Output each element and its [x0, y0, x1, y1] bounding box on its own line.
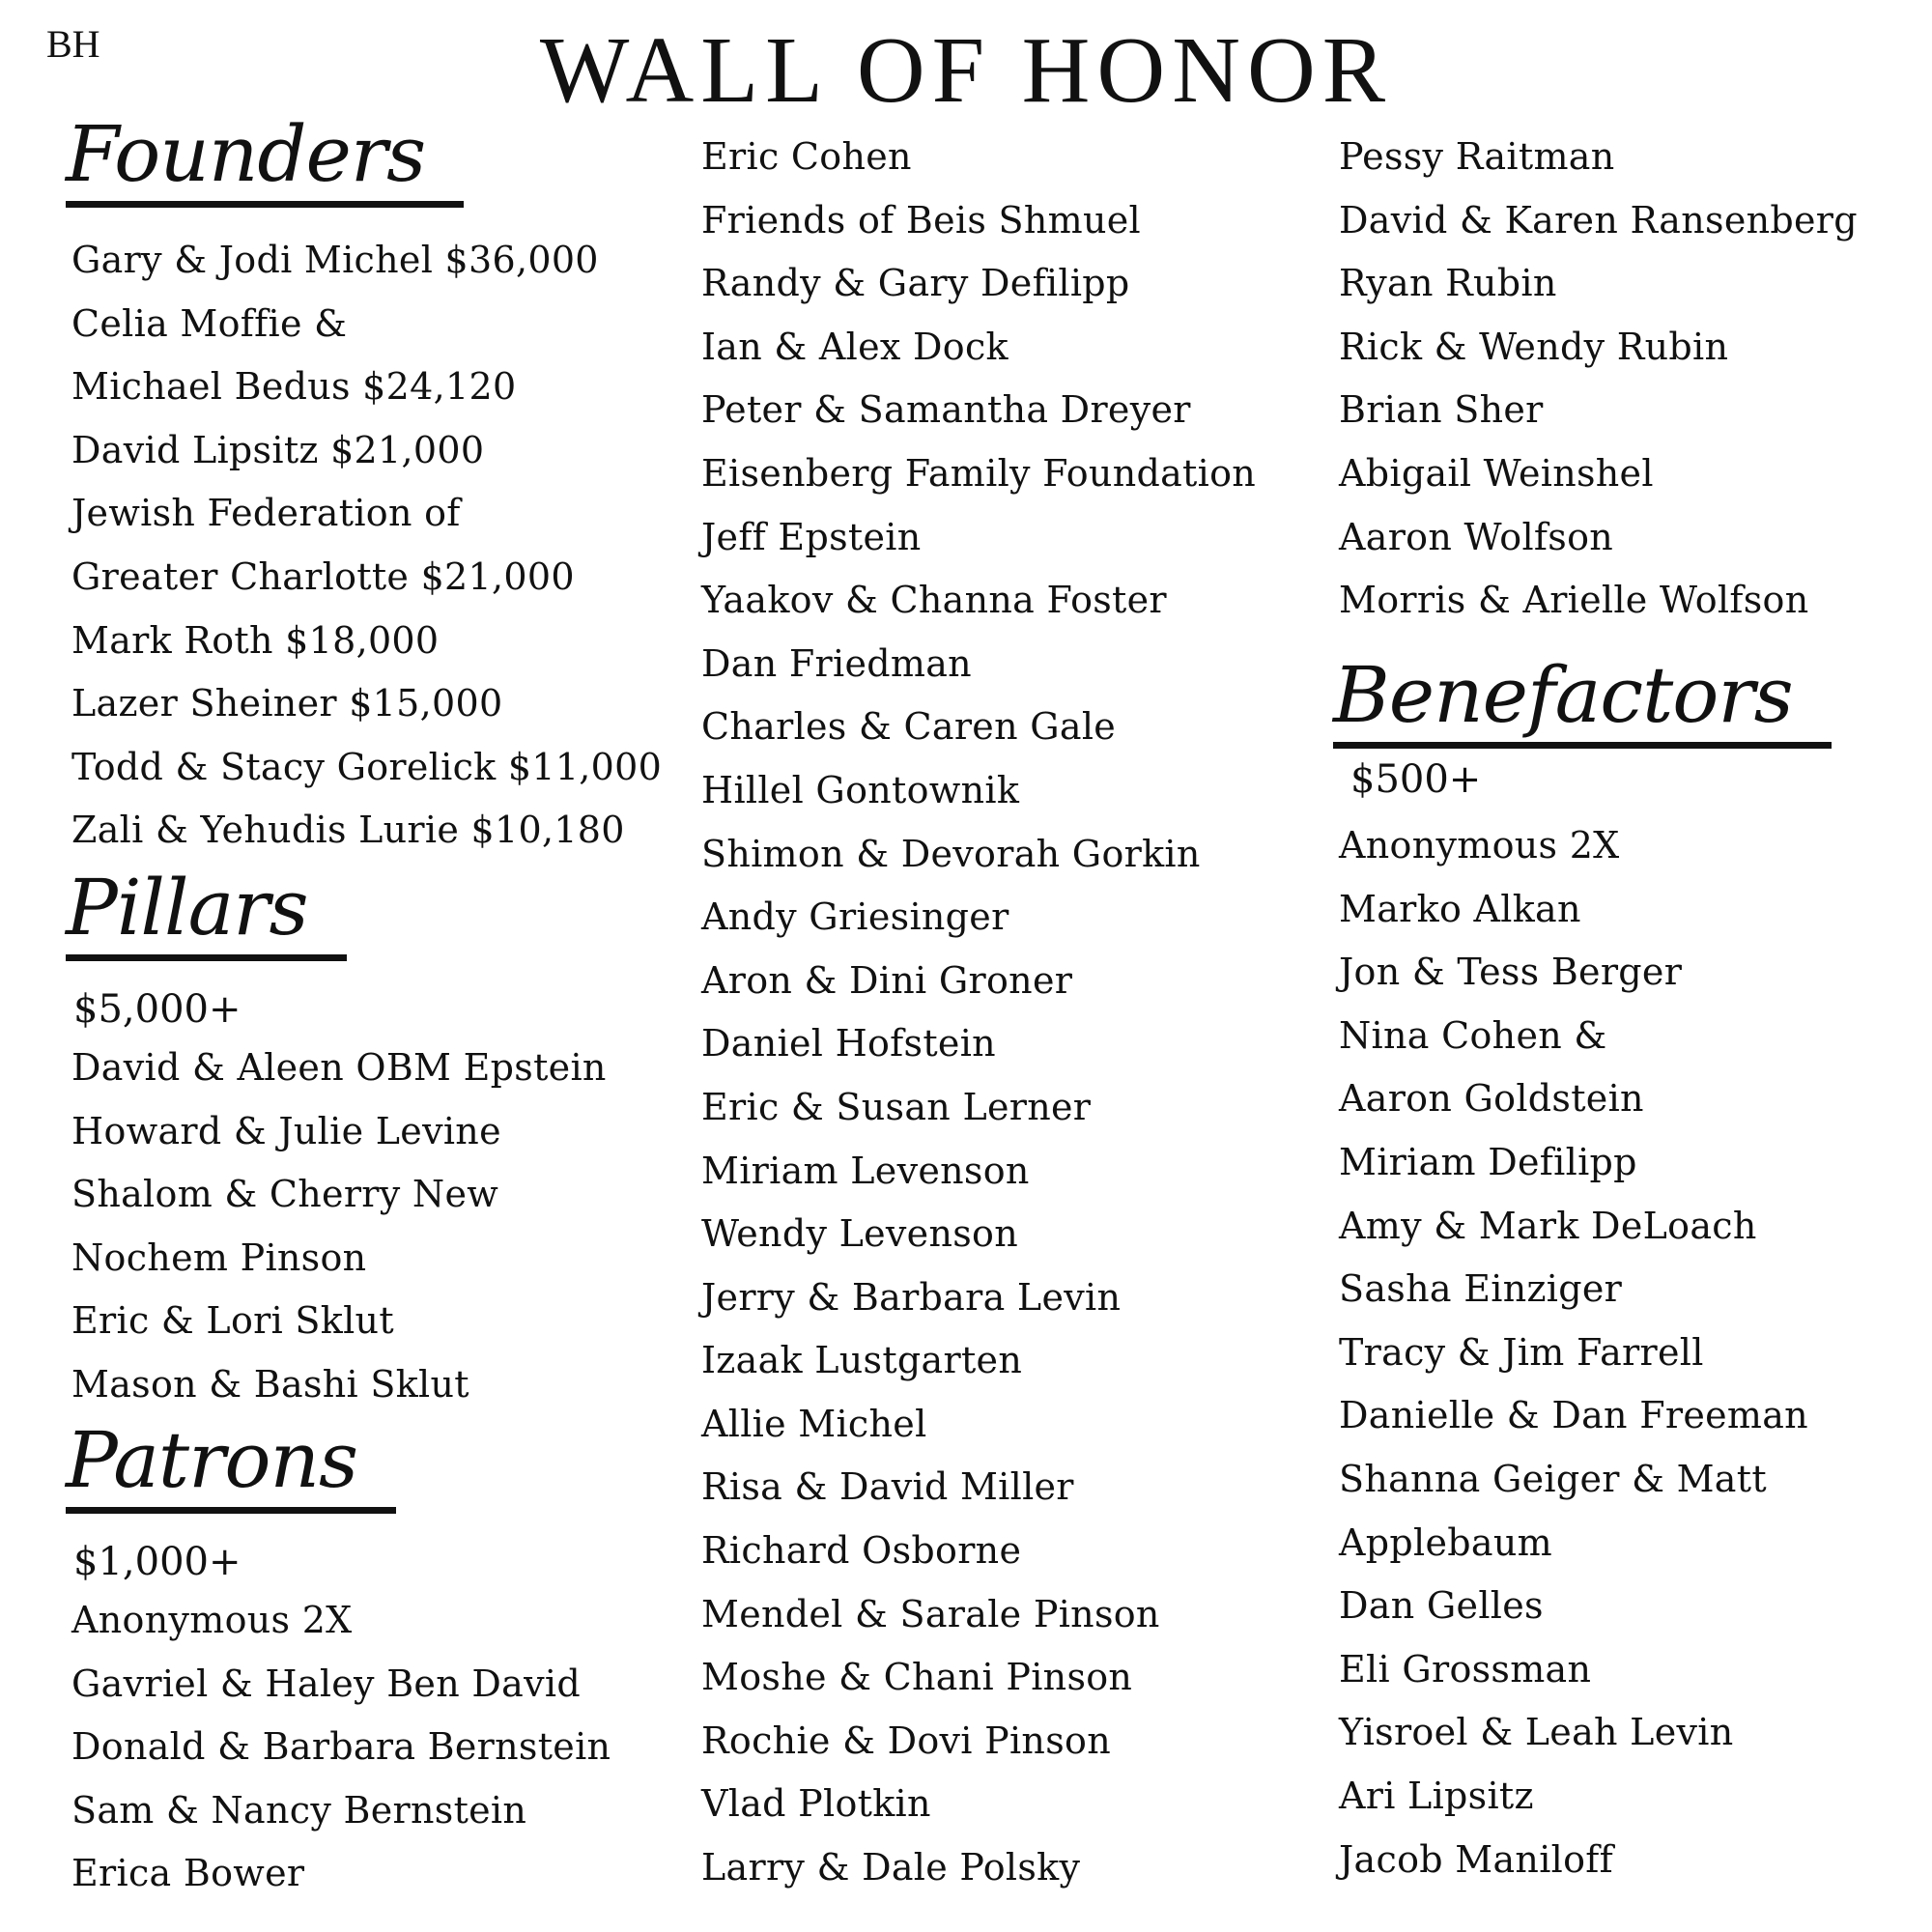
donor-name: Miriam Defilipp — [1339, 1140, 1637, 1183]
donor-name: Ari Lipsitz — [1339, 1774, 1534, 1817]
donor-name: Brian Sher — [1339, 388, 1544, 432]
donor-name: Ian & Alex Dock — [701, 325, 1009, 368]
page-title: WALL OF HONOR — [539, 18, 1393, 123]
donor-name: Vlad Plotkin — [701, 1782, 931, 1826]
donor-name: Sam & Nancy Bernstein — [71, 1788, 527, 1832]
founders-section — [66, 109, 663, 863]
donor-name: David Lipsitz $21,000 — [71, 428, 485, 471]
donor-name: Pessy Raitman — [1339, 135, 1615, 178]
donor-name: Zali & Yehudis Lurie $10,180 — [71, 809, 625, 852]
donor-name: Rick & Wendy Rubin — [1339, 325, 1729, 368]
donor-name: Dan Friedman — [701, 641, 972, 685]
donor-name: Shalom & Cherry New — [71, 1173, 499, 1216]
donor-name: Yaakov & Channa Foster — [701, 579, 1167, 622]
donor-name: Andy Griesinger — [701, 895, 1009, 939]
donor-name: Richard Osborne — [701, 1529, 1022, 1573]
donor-name: Mendel & Sarale Pinson — [701, 1592, 1160, 1635]
donor-name: Jacob Maniloff — [1339, 1837, 1614, 1881]
donor-name: Morris & Arielle Wolfson — [1339, 579, 1809, 622]
pillars-amount: $5,000+ — [73, 987, 242, 1032]
donor-name: David & Karen Ransenberg — [1339, 198, 1858, 242]
donor-name: Allie Michel — [701, 1402, 927, 1445]
column-3 — [1333, 126, 1932, 1881]
donor-name: Mason & Bashi Sklut — [71, 1362, 469, 1406]
patrons-list-col1 — [71, 1589, 611, 1906]
donor-name: Jon & Tess Berger — [1339, 951, 1683, 994]
donor-name: Moshe & Chani Pinson — [701, 1656, 1133, 1699]
donor-name: Aron & Dini Groner — [701, 958, 1073, 1002]
donor-name: Eli Grossman — [1339, 1647, 1592, 1690]
patrons-list-col3 — [1339, 126, 1932, 633]
corner-mark: BH — [46, 22, 100, 66]
donor-name: Nochem Pinson — [71, 1236, 367, 1279]
donor-name: Donald & Barbara Bernstein — [71, 1725, 611, 1769]
donor-name: Eric & Lori Sklut — [71, 1299, 394, 1343]
donor-name: Gavriel & Haley Ben David — [71, 1662, 581, 1705]
pillars-heading: Pillars — [66, 869, 347, 961]
donor-name: Ryan Rubin — [1339, 262, 1557, 305]
donor-name: Celia Moffie & — [71, 301, 348, 345]
donor-name: Jerry & Barbara Levin — [701, 1275, 1122, 1319]
patrons-amount: $1,000+ — [73, 1540, 242, 1584]
donor-name: Eisenberg Family Foundation — [701, 451, 1257, 495]
donor-name: Howard & Julie Levine — [71, 1109, 501, 1152]
donor-name: Aaron Goldstein — [1339, 1077, 1644, 1121]
donor-name: Anonymous 2X — [1339, 824, 1620, 867]
donor-name: Gary & Jodi Michel $36,000 — [71, 239, 599, 281]
founders-list — [71, 229, 662, 863]
donor-name: Larry & Dale Polsky — [701, 1846, 1081, 1889]
donor-name: Todd & Stacy Gorelick $11,000 — [71, 745, 663, 788]
donor-name: Jeff Epstein — [701, 515, 922, 558]
patrons-heading: Patrons — [66, 1422, 396, 1514]
donor-name: Marko Alkan — [1339, 887, 1581, 930]
donor-name: Hillel Gontownik — [701, 768, 1020, 811]
donor-name: Michael Bedus $24,120 — [71, 365, 517, 409]
founders-heading: Founders — [66, 116, 464, 208]
donor-name: Eric Cohen — [701, 135, 912, 178]
donor-name: Randy & Gary Defilipp — [701, 262, 1130, 305]
benefactors-heading: Benefactors — [1333, 657, 1832, 749]
donor-name: Charles & Caren Gale — [701, 705, 1117, 749]
column-2 — [701, 126, 1300, 1900]
donor-name: Nina Cohen & — [1339, 1013, 1607, 1057]
donor-name: Risa & David Miller — [701, 1465, 1074, 1509]
donor-name: Wendy Levenson — [701, 1212, 1018, 1256]
benefactors-amount: $500+ — [1350, 757, 1482, 802]
donor-name: Danielle & Dan Freeman — [1339, 1394, 1808, 1437]
donor-name: David & Aleen OBM Epstein — [71, 1046, 607, 1089]
donor-name: Yisroel & Leah Levin — [1339, 1711, 1734, 1754]
benefactors-section — [1333, 650, 1832, 1891]
patrons-section — [66, 1415, 611, 1906]
donor-name: Miriam Levenson — [701, 1149, 1030, 1192]
pillars-list — [71, 1037, 607, 1417]
donor-name: Erica Bower — [71, 1852, 305, 1895]
donor-name: Aaron Wolfson — [1339, 515, 1614, 558]
donor-name: Lazer Sheiner $15,000 — [71, 682, 503, 725]
donor-name: Greater Charlotte $21,000 — [71, 554, 575, 598]
patrons-list-col2 — [701, 126, 1300, 1900]
donor-name: Sasha Einziger — [1339, 1267, 1623, 1311]
donor-name: Mark Roth $18,000 — [71, 618, 440, 662]
donor-name: Rochie & Dovi Pinson — [701, 1719, 1111, 1762]
donor-name: Friends of Beis Shmuel — [701, 198, 1141, 242]
donor-name: Shanna Geiger & Matt — [1339, 1457, 1767, 1500]
donor-name: Daniel Hofstein — [701, 1022, 996, 1065]
donor-name: Shimon & Devorah Gorkin — [701, 832, 1201, 875]
donor-name: Peter & Samantha Dreyer — [701, 388, 1191, 432]
donor-name: Amy & Mark DeLoach — [1339, 1204, 1757, 1247]
donor-name: Eric & Susan Lerner — [701, 1085, 1092, 1128]
pillars-section — [66, 863, 607, 1417]
donor-name: Anonymous 2X — [71, 1599, 353, 1641]
donor-name: Izaak Lustgarten — [701, 1339, 1023, 1382]
donor-name: Dan Gelles — [1339, 1584, 1544, 1628]
donor-name: Abigail Weinshel — [1339, 451, 1654, 495]
donor-name: Tracy & Jim Farrell — [1339, 1330, 1704, 1374]
donor-name: Applebaum — [1339, 1520, 1552, 1564]
donor-name: Jewish Federation of — [71, 492, 461, 535]
benefactors-list — [1339, 814, 1832, 1891]
